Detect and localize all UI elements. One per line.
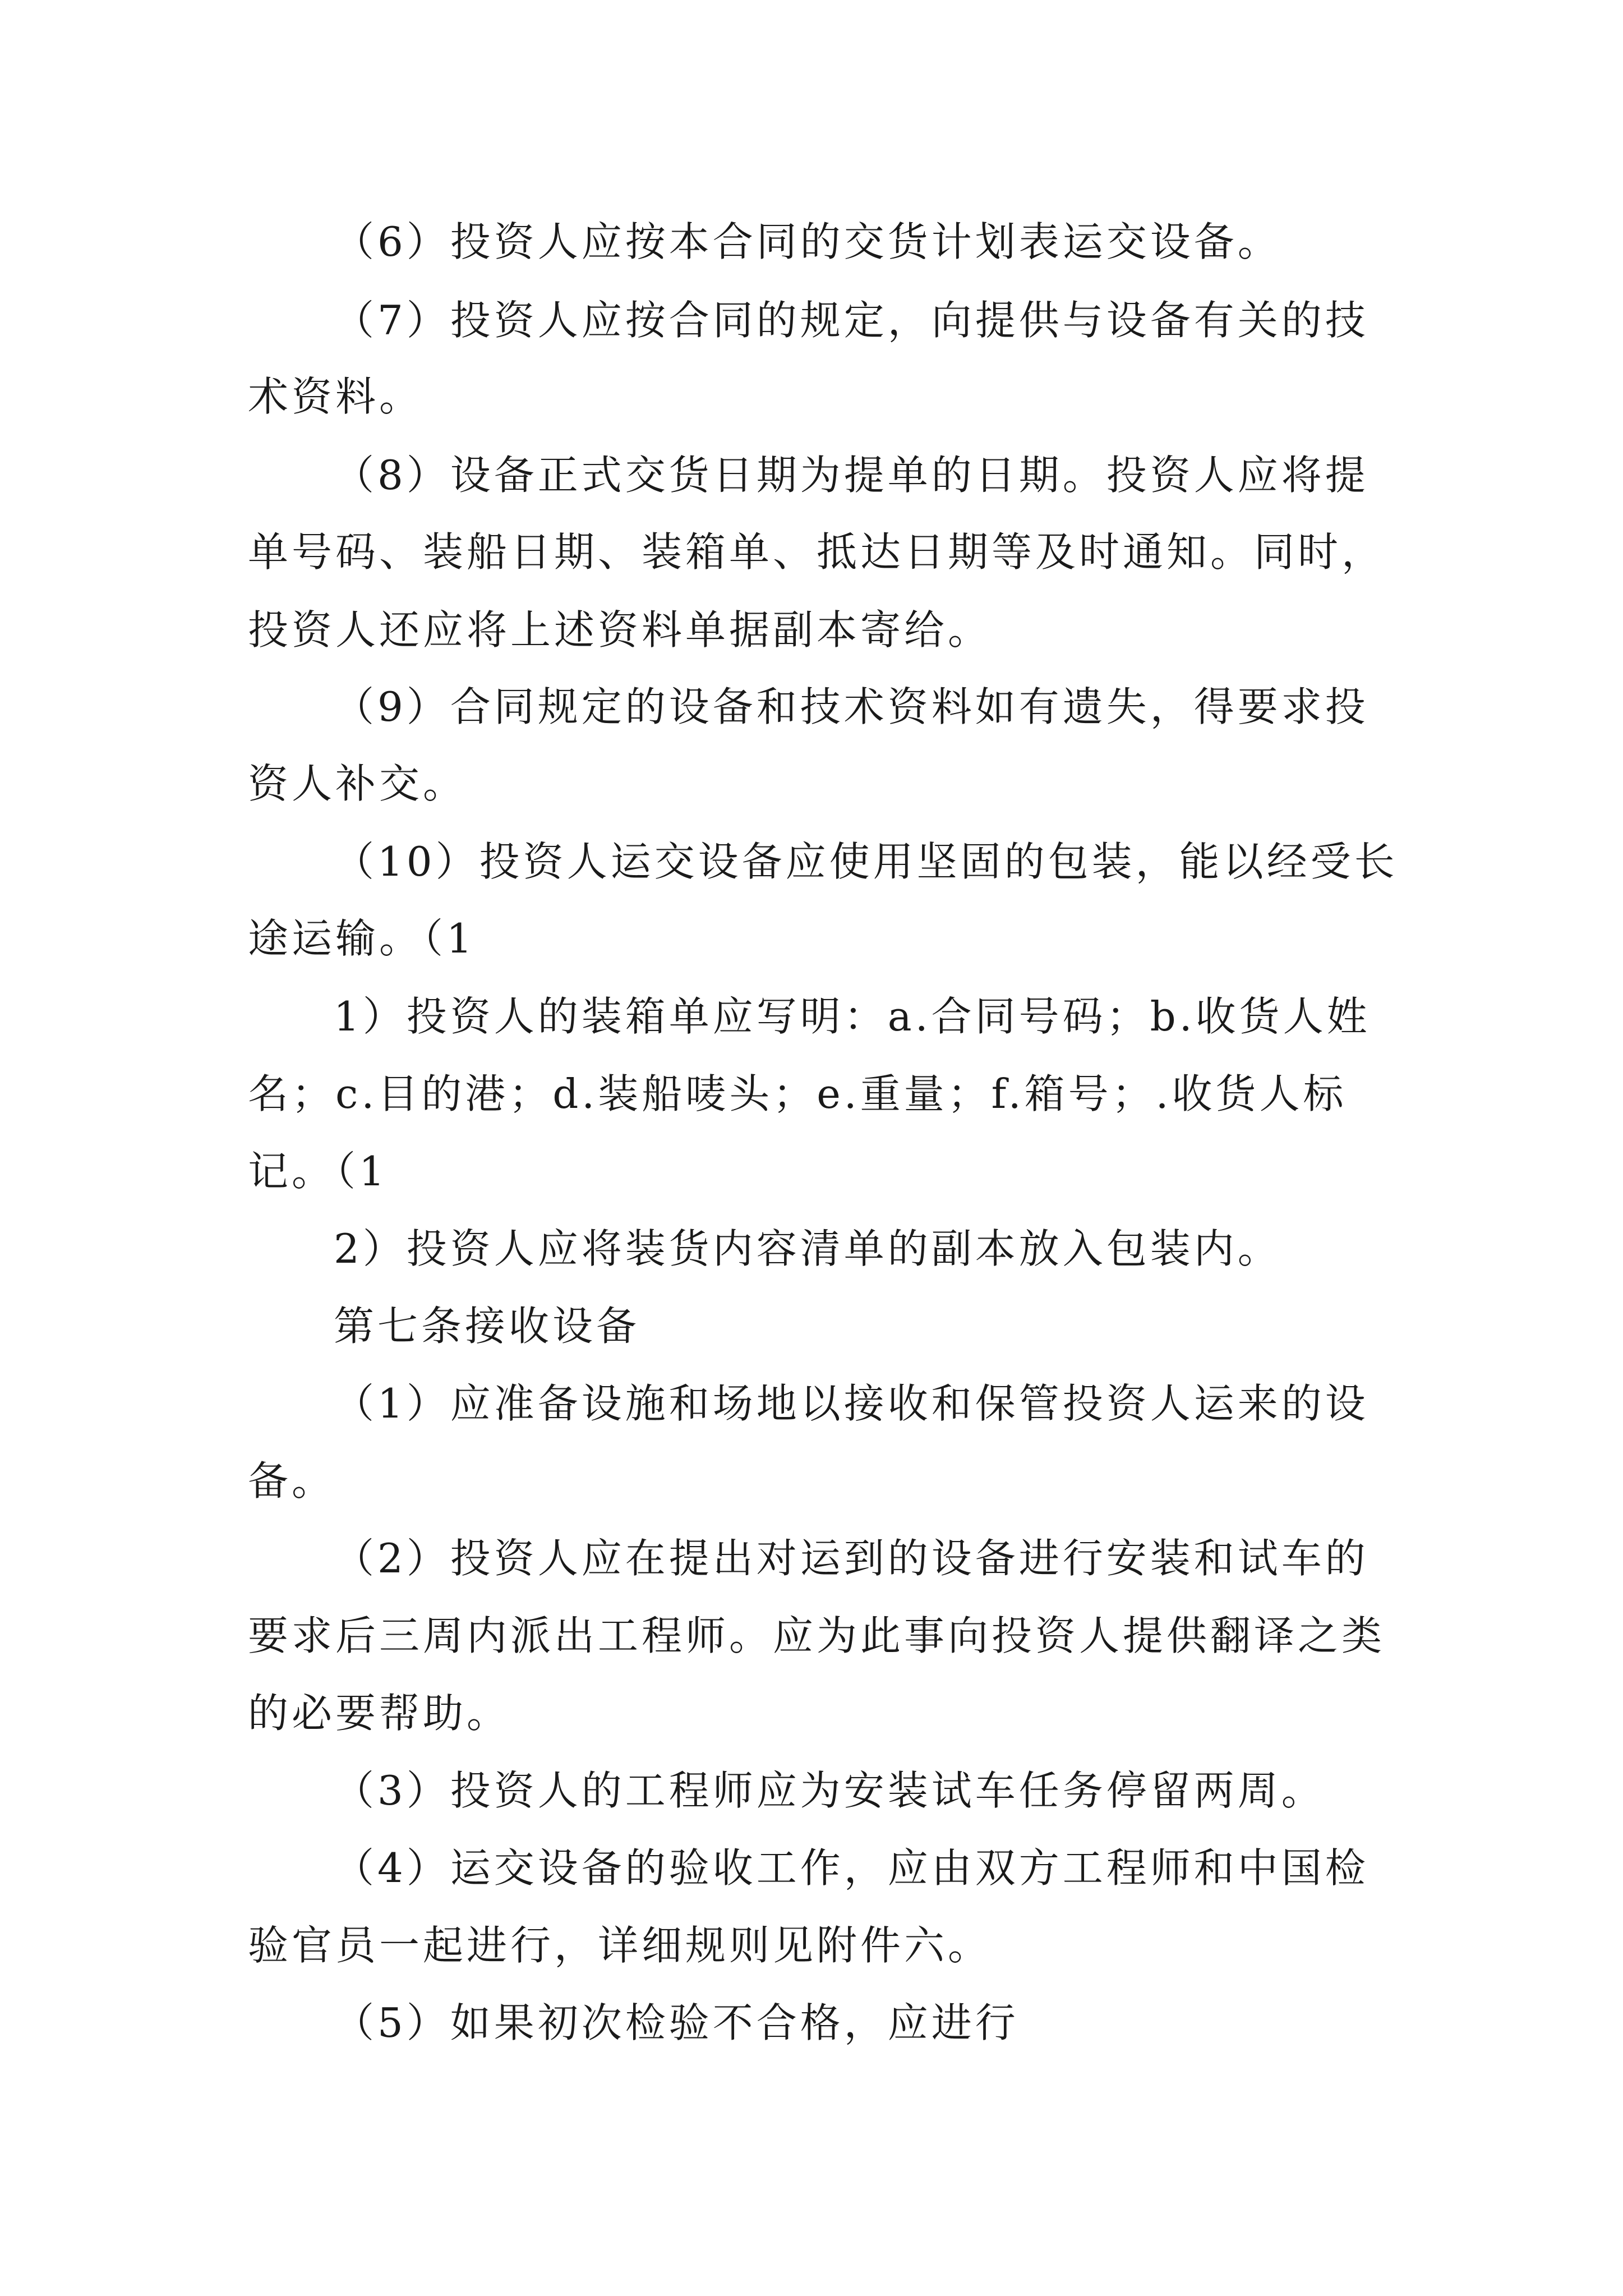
text-line: 资人补交。	[248, 760, 467, 807]
text-line: （7）投资人应按合同的规定，向提供与设备有关的技	[334, 297, 1369, 344]
text-line: （4）运交设备的验收工作，应由双方工程师和中国检	[334, 1844, 1369, 1892]
text-line: 2）投资人应将装货内容清单的副本放入包装内。	[334, 1225, 1281, 1272]
text-line: 途运输。（1	[248, 915, 476, 962]
text-line: （2）投资人应在提出对运到的设备进行安装和试车的	[334, 1535, 1369, 1582]
text-line: 单号码、装船日期、装箱单、抵达日期等及时通知。同时，	[248, 528, 1386, 576]
text-line: 1）投资人的装箱单应写明：a.合同号码；b.收货人姓	[334, 993, 1371, 1040]
text-line: 备。	[248, 1457, 336, 1504]
text-line: （5）如果初次检验不合格，应进行	[334, 1999, 1019, 2046]
text-line: （6）投资人应按本合同的交货计划表运交设备。	[334, 218, 1281, 265]
text-line: 名；c.目的港；d.装船唛头；e.重量；f.箱号；.收货人标	[248, 1070, 1347, 1117]
text-line: 记。（1	[248, 1148, 388, 1195]
section-heading: 第七条接收设备	[334, 1303, 640, 1350]
text-line: 术资料。	[248, 373, 423, 420]
text-line: （3）投资人的工程师应为安装试车任务停留两周。	[334, 1767, 1325, 1814]
text-line: 验官员一起进行，详细规则见附件六。	[248, 1922, 992, 1969]
text-line: 的必要帮助。	[248, 1690, 511, 1737]
text-line: 投资人还应将上述资料单据副本寄给。	[248, 606, 992, 654]
text-line: （1）应准备设施和场地以接收和保管投资人运来的设	[334, 1380, 1369, 1427]
text-line: （10）投资人运交设备应使用坚固的包装，能以经受长	[334, 838, 1398, 885]
text-line: （8）设备正式交货日期为提单的日期。投资人应将提	[334, 452, 1369, 499]
text-line: 要求后三周内派出工程师。应为此事向投资人提供翻译之类	[248, 1612, 1386, 1659]
text-line: （9）合同规定的设备和技术资料如有遗失，得要求投	[334, 683, 1369, 730]
